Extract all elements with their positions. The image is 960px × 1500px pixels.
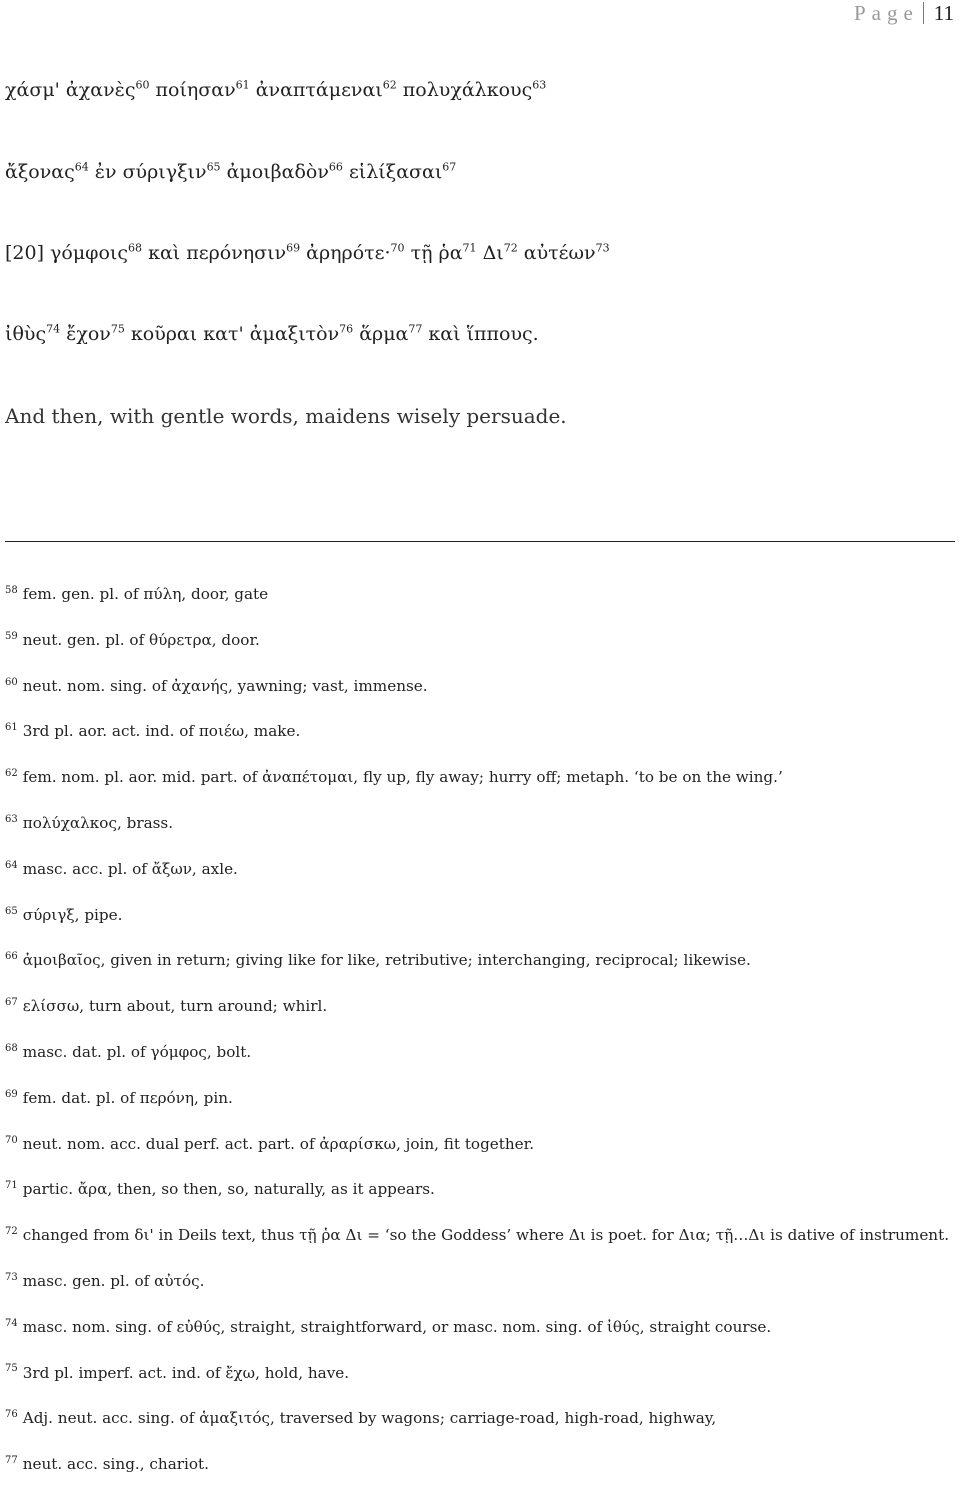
footnote-marker[interactable]: 74 (46, 322, 61, 336)
footnote-number: 62 (5, 768, 18, 780)
footnote-number: 58 (5, 584, 18, 596)
footnote-number: 77 (5, 1455, 18, 1467)
verse-word: ἰθὺς (5, 323, 47, 345)
verse-word: αὐτέων (517, 242, 596, 264)
verse-word: χάσμ' ἀχανὲς (5, 79, 136, 101)
verse-word: ἀμοιβαδὸν (220, 161, 329, 183)
footnote-number: 59 (5, 630, 18, 642)
footnote-text: fem. dat. pl. of περόνη, pin. (22, 1088, 233, 1107)
footnote (5, 1042, 955, 1088)
translation-line: And then, with gentle words, maidens wisely persuade. (5, 404, 567, 428)
footnote-text: masc. dat. pl. of γόμφος, bolt. (22, 1042, 252, 1061)
footnote-text: 3rd pl. aor. act. ind. of ποιέω, make. (22, 722, 301, 741)
footnote-marker[interactable]: 69 (286, 241, 301, 255)
footnote (5, 996, 955, 1042)
footnote (5, 950, 955, 996)
verse-line (5, 241, 610, 265)
verse-line (5, 78, 546, 102)
footnote-number: 69 (5, 1088, 18, 1100)
footnote-number: 65 (5, 905, 18, 917)
footnote-marker[interactable]: 62 (382, 78, 397, 92)
footnote-text: Adj. neut. acc. sing. of ἁμαξιτός, traversed by wagons; carriage-road, high-road, highway, (22, 1409, 717, 1428)
page-number: 11 (933, 0, 954, 25)
footnote (5, 630, 955, 676)
footnote-number: 72 (5, 1226, 18, 1238)
footnote-marker[interactable]: 73 (595, 241, 610, 255)
footnote-number: 73 (5, 1271, 18, 1283)
verse-word: Δι (476, 242, 504, 264)
verse-word: καὶ περόνησιν (142, 242, 287, 264)
footnote-marker[interactable]: 66 (328, 160, 343, 174)
footnote-number: 76 (5, 1409, 18, 1421)
footnote (5, 1179, 955, 1225)
footnote-text: fem. nom. pl. aor. mid. part. of ἀναπέτομαι, fly up, fly away; hurry off; metaph. ‘to be on the wing.’ (22, 768, 783, 787)
verse-word: ἄξονας (5, 161, 75, 183)
footnote-text: σύριγξ, pipe. (22, 905, 123, 924)
footnote-number: 71 (5, 1180, 18, 1192)
footnote-text: neut. nom. acc. dual perf. act. part. of ἀραρίσκω, join, fit together. (22, 1134, 535, 1153)
verse-word: κοῦραι κατ' ἀμαξιτὸν (124, 323, 340, 345)
footnote-number: 66 (5, 951, 18, 963)
verse-line (5, 160, 456, 184)
footnote (5, 1317, 955, 1363)
footnote (5, 1225, 955, 1271)
footnote-marker[interactable]: 76 (339, 322, 354, 336)
footnote-text: 3rd pl. imperf. act. ind. of ἔχω, hold, have. (22, 1363, 350, 1382)
footnote (5, 1088, 955, 1134)
verse-word: ἀρηρότε· (300, 242, 391, 264)
footnote-text: masc. acc. pl. of ἄξων, axle. (22, 859, 238, 878)
footnote (5, 1134, 955, 1180)
footnote-separator (5, 541, 955, 542)
footnote-text: fem. gen. pl. of πύλη, door, gate (22, 585, 269, 603)
footnote-number: 68 (5, 1042, 18, 1054)
footnote-text: masc. gen. pl. of αὐτός. (22, 1271, 205, 1290)
footnote-text: neut. nom. sing. of ἀχανής, yawning; vast, immense. (22, 676, 428, 695)
footnote-number: 64 (5, 859, 18, 871)
footnote (5, 767, 955, 813)
verse-word: ἀναπτάμεναι (249, 79, 383, 101)
footnote-marker[interactable]: 72 (503, 241, 518, 255)
footnote-text: πολύχαλκος, brass. (22, 813, 174, 832)
footnote-marker[interactable]: 75 (110, 322, 125, 336)
footnote-marker[interactable]: 61 (235, 78, 250, 92)
verse-word: καὶ ἵππους. (422, 323, 539, 345)
verse-line (5, 322, 539, 346)
footnotes-list (5, 584, 955, 1500)
verse-word: εἱλίξασαι (342, 161, 443, 183)
footnote-text: neut. acc. sing., chariot. (22, 1455, 209, 1474)
page-header (854, 0, 954, 26)
footnote-text: partic. ἄρα, then, so then, so, naturally, as it appears. (22, 1180, 435, 1199)
footnote-marker[interactable]: 63 (532, 78, 547, 92)
footnote-number: 74 (5, 1317, 18, 1329)
footnote-marker[interactable]: 77 (408, 322, 423, 336)
footnote-marker[interactable]: 68 (128, 241, 143, 255)
footnote-text: ελίσσω, turn about, turn around; whirl. (22, 997, 328, 1016)
footnote-text: masc. nom. sing. of εὐθύς, straight, straightforward, or masc. nom. sing. of ἰθύς, straight course. (22, 1317, 772, 1336)
verse-word: [20] γόμφοις (5, 242, 129, 264)
footnote-number: 63 (5, 813, 18, 825)
footnote (5, 813, 955, 859)
footnote-number: 67 (5, 997, 18, 1009)
footnote-number: 60 (5, 676, 18, 688)
verse-word: ἅρμα (353, 323, 409, 345)
footnote (5, 1408, 955, 1454)
page-label: Page (853, 0, 919, 25)
footnote-number: 75 (5, 1363, 18, 1375)
footnote-marker[interactable]: 65 (206, 160, 221, 174)
footnote-number: 70 (5, 1134, 18, 1146)
footnote-text: changed from δι' in Deils text, thus τῇ ῥα Δι = ‘so the Goddess’ where Δι is poet. for Δια; τῇ…Δι is dative of instrument. (22, 1226, 950, 1245)
footnote (5, 721, 955, 767)
footnote-marker[interactable]: 64 (74, 160, 89, 174)
footnote (5, 1454, 955, 1500)
footnote (5, 584, 955, 630)
verse-word: τῇ ῥα (404, 242, 463, 264)
verse-word: ποίησαν (149, 79, 236, 101)
footnote (5, 905, 955, 951)
footnote (5, 1363, 955, 1409)
header-divider (923, 2, 924, 24)
footnote-text: ἀμοιβαῖος, given in return; giving like for like, retributive; interchanging, reciprocal; likewise. (22, 951, 751, 970)
footnote-marker[interactable]: 60 (135, 78, 150, 92)
footnote-number: 61 (5, 722, 18, 734)
footnote-marker[interactable]: 67 (442, 160, 457, 174)
footnote-marker[interactable]: 70 (390, 241, 405, 255)
footnote (5, 859, 955, 905)
footnote-text: neut. gen. pl. of θύρετρα, door. (22, 630, 260, 649)
verse-word: πολυχάλκους (396, 79, 533, 101)
footnote (5, 1271, 955, 1317)
verse-word: ἔχον (60, 323, 111, 345)
footnote-marker[interactable]: 71 (462, 241, 477, 255)
verse-word: ἐν σύριγξιν (88, 161, 207, 183)
footnote (5, 676, 955, 722)
